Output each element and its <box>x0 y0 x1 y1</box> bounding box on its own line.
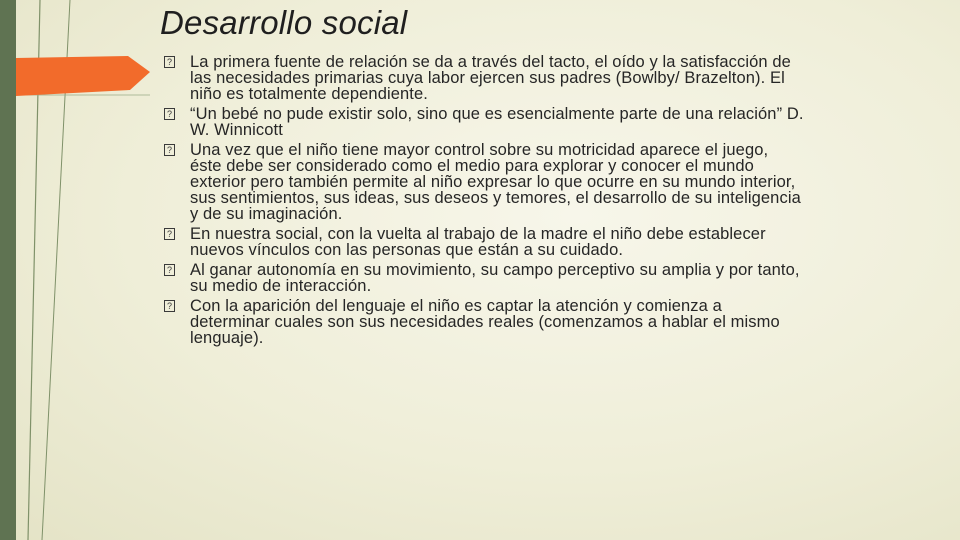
box-question-icon: ? <box>164 144 175 156</box>
bullet-item <box>164 262 804 294</box>
bullet-text: “Un bebé no pude existir solo, sino que es esencialmente parte de una relación” D. W. Winnicott <box>190 105 804 139</box>
box-question-icon: ? <box>164 108 175 120</box>
bullet-item <box>164 106 804 138</box>
bullet-item <box>164 298 804 346</box>
bullet-text: Una vez que el niño tiene mayor control sobre su motricidad aparece el juego, éste debe ser considerado como el medio para explorar y conocer el mundo exterior pero también permite al niño expresar lo que ocurre en su mundo interior, sus sentimientos, sus ideas, sus deseos y temores, el desarrollo de su inteligencia y de su imaginación. <box>190 141 801 223</box>
box-question-icon: ? <box>164 300 175 312</box>
bullet-list <box>164 54 804 350</box>
slide-title: Desarrollo social <box>160 4 408 41</box>
bullet-item <box>164 54 804 102</box>
box-question-icon: ? <box>164 264 175 276</box>
box-question-icon: ? <box>164 56 175 68</box>
orange-accent-arrow <box>16 56 150 96</box>
bullet-item <box>164 226 804 258</box>
bullet-item <box>164 142 804 222</box>
box-question-icon: ? <box>164 228 175 240</box>
bullet-text: La primera fuente de relación se da a través del tacto, el oído y la satisfacción de las necesidades primarias cuya labor ejercen sus padres (Bowlby/ Brazelton). El niño es totalmente dependiente. <box>190 53 791 103</box>
decorative-accent <box>0 0 160 540</box>
bullet-text: Al ganar autonomía en su movimiento, su campo perceptivo su amplia y por tanto, su medio de interacción. <box>190 261 800 295</box>
bullet-text: Con la aparición del lenguaje el niño es captar la atención y comienza a determinar cuales son sus necesidades reales (comenzamos a hablar el mismo lenguaje). <box>190 297 780 347</box>
bullet-text: En nuestra social, con la vuelta al trabajo de la madre el niño debe establecer nuevos vínculos con las personas que están a su cuidado. <box>190 225 766 259</box>
